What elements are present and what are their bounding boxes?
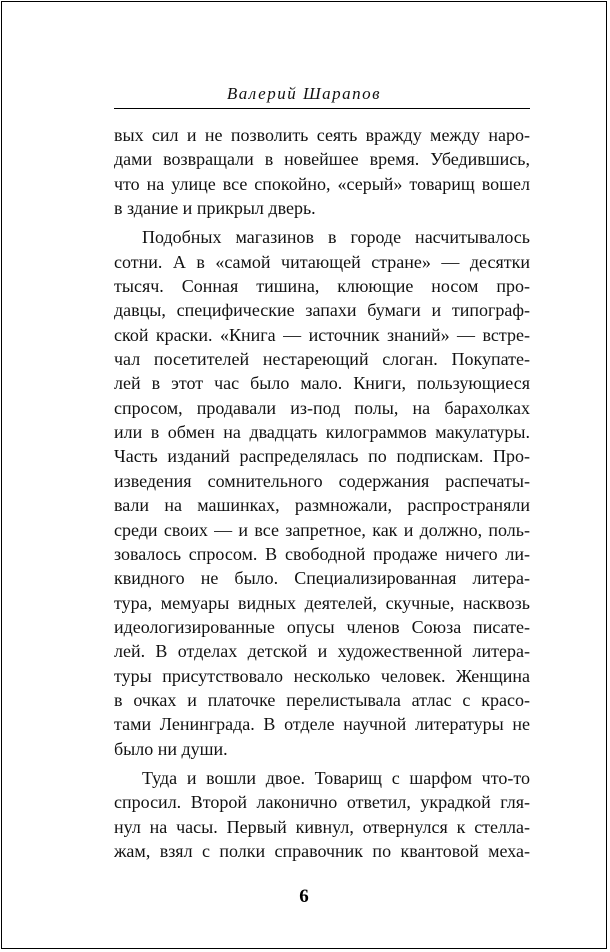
text-line: Туда и вошли двое. Товарищ с шарфом что-то [142, 767, 530, 788]
body-text [114, 123, 530, 863]
text-line: вали на машинках, размножали, распространяли [114, 495, 530, 516]
paragraph [114, 225, 530, 761]
text-line: нул на часы. Первый кивнул, отвернулся к стелла- [114, 816, 530, 837]
text-line: или в обмен на двадцать килограммов макулатуры. [114, 422, 530, 443]
page-number: 6 [299, 886, 309, 907]
text-line: вых сил и не позволить сеять вражду между наро- [114, 125, 530, 145]
text-line: тами Ленинграда. В отделе научной литературы не [114, 714, 530, 735]
text-line: жам, взял с полки справочник по квантовой меха- [114, 840, 530, 861]
text-line: в здание и прикрыл дверь. [114, 198, 316, 219]
text-line: изведения сомнительного содержания распечаты- [114, 470, 530, 491]
text-line: чал посетителей нестареющий слоган. Покупате- [114, 349, 530, 370]
text-line: спросил. Второй лаконично ответил, украдкой гля- [114, 792, 530, 813]
text-line: среди своих — и все запретное, как и должно, поль- [114, 519, 530, 540]
book-page [1, 1, 607, 949]
text-line: тура, мемуары видных деятелей, скучные, насквозь [114, 592, 530, 613]
header-rule [114, 108, 530, 109]
text-line: в очках и платочке перелистывала атлас с красо- [114, 689, 530, 710]
text-line: было ни души. [114, 738, 228, 759]
text-line: Подобных магазинов в городе насчитывалось [142, 227, 530, 248]
text-line: квидного не было. Специализированная литера- [114, 568, 530, 589]
text-line: давцы, специфические запахи бумаги и типограф- [114, 300, 530, 321]
paragraph [114, 766, 530, 863]
text-line: лей в этот час было мало. Книги, пользующиеся [114, 373, 530, 394]
text-line: зовалось спросом. В свободной продаже ничего ли- [114, 543, 530, 564]
paragraph [114, 123, 530, 220]
text-line: ской краски. «Книга — источник знаний» — встре- [114, 324, 530, 345]
text-line: спросом, продавали из-под полы, на барахолках [114, 397, 530, 418]
text-line: туры присутствовало несколько человек. Женщина [114, 665, 530, 686]
running-head: Валерий Шарапов [226, 84, 382, 103]
text-line: Часть изданий распределялась по подпискам. Про- [114, 446, 530, 467]
text-line: дами возвращали в новейшее время. Убедившись, [114, 149, 530, 170]
text-line: сотни. А в «самой читающей стране» — десятки [114, 251, 530, 272]
text-line: что на улице все спокойно, «серый» товарищ вошел [114, 173, 530, 194]
text-line: лей. В отделах детской и художественной литера- [114, 641, 530, 662]
text-line: тысяч. Сонная тишина, клюющие носом про- [114, 276, 530, 297]
text-line: идеологизированные опусы членов Союза писате- [114, 616, 530, 637]
